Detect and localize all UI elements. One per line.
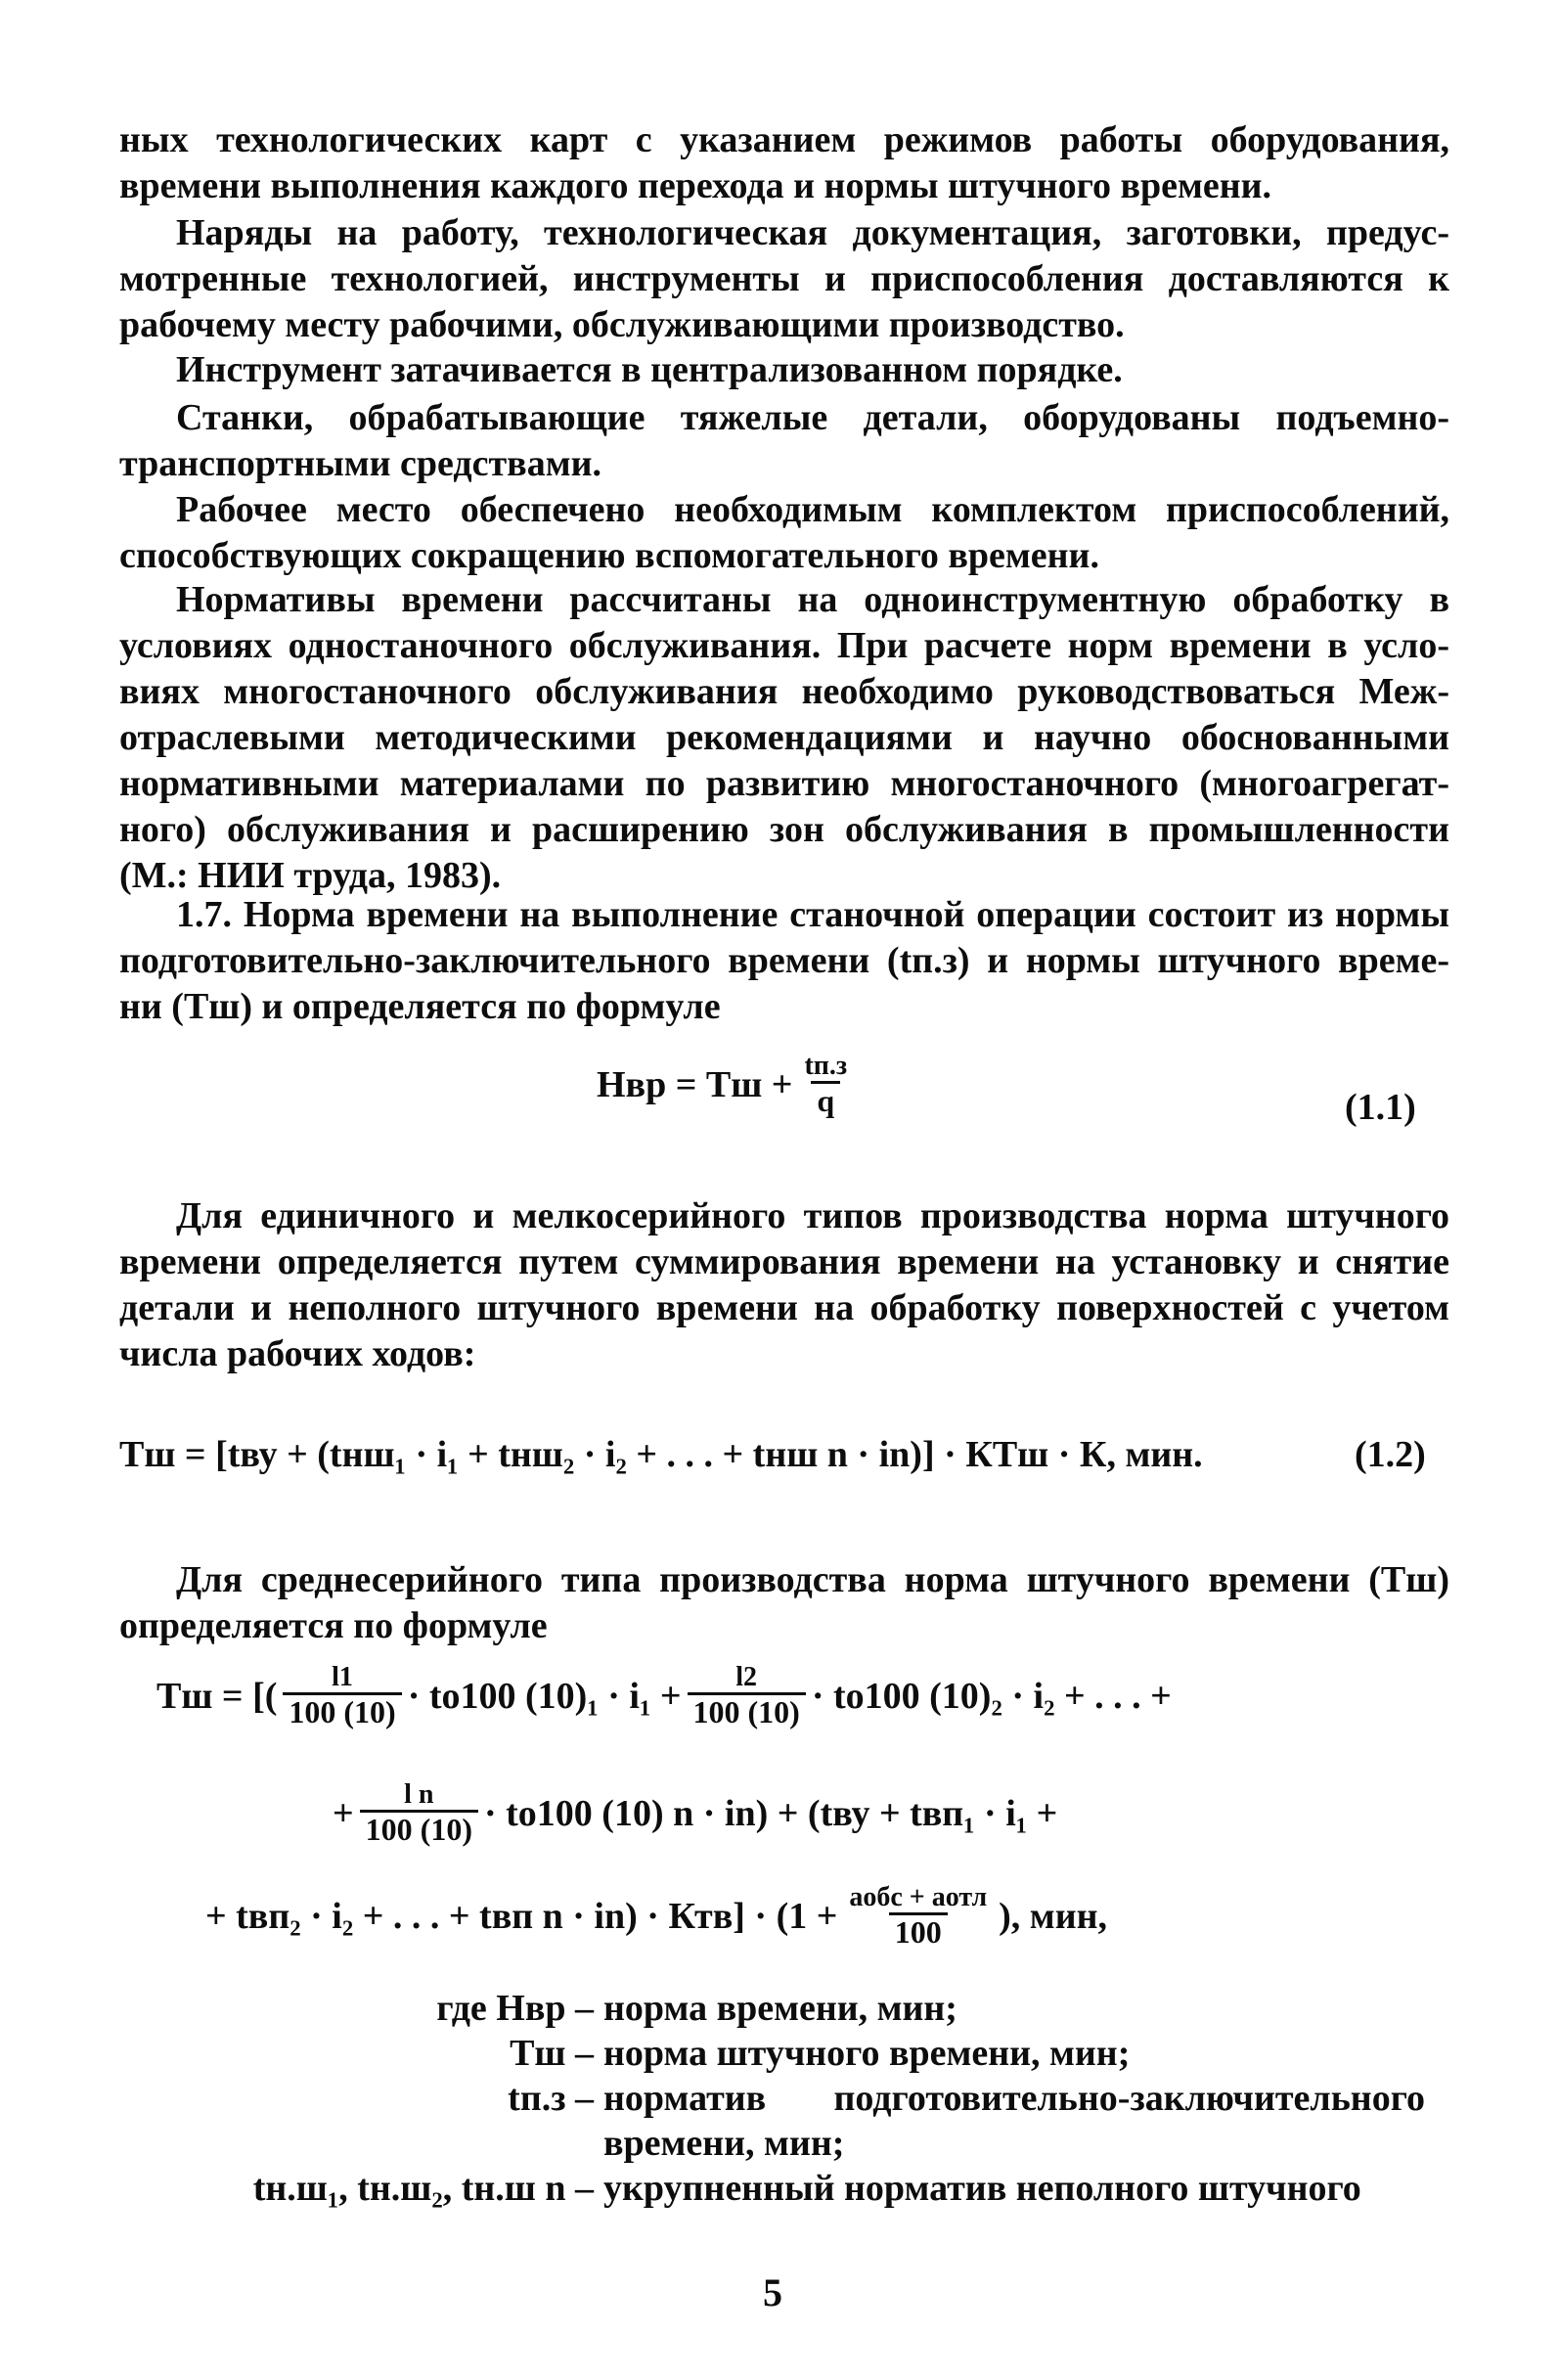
fraction-numerator: l2 — [735, 1662, 758, 1692]
fraction-denominator: 100 (10) — [283, 1692, 401, 1729]
formula-part: · tо100 (10) n · in) + (tву + tвп₁ · i₁ + — [483, 1792, 1058, 1834]
paragraph-1 — [119, 117, 1449, 209]
fraction-denominator: 100 — [889, 1912, 948, 1949]
text-line: Рабочее место обеспечено необходимым комплектом приспособлений, — [176, 489, 1449, 530]
fraction — [688, 1663, 806, 1729]
formula-part: Тш = [( — [156, 1675, 278, 1717]
text-line: Станки, обрабатывающие тяжелые детали, оборудованы подъемно- — [176, 397, 1449, 438]
paragraph-6 — [119, 577, 1449, 899]
fraction — [843, 1883, 993, 1949]
text-line: подготовительно-заключительного времени (tп.з) и нормы штучного време- — [119, 940, 1449, 981]
fraction-numerator: aобс + aотл — [849, 1882, 988, 1912]
fraction — [360, 1780, 478, 1846]
text-line: Инструмент затачивается в централизованном порядке. — [176, 349, 1123, 390]
paragraph-4 — [119, 395, 1449, 487]
definition-row — [119, 2031, 1449, 2076]
text-line: способствующих сокращению вспомогательного времени. — [119, 535, 1099, 576]
text-line: транспортными средствами. — [119, 443, 601, 484]
paragraph-8 — [119, 1193, 1449, 1377]
equation-number: (1.2) — [1355, 1434, 1426, 1475]
formula-part: ), мин, — [999, 1895, 1107, 1937]
formula-part: + tвп₂ · i₂ + . . . + tвп n · in) · Ктв] · (1 + — [205, 1895, 838, 1937]
fraction-denominator: q — [811, 1081, 840, 1117]
text-line: времени выполнения каждого перехода и нормы штучного времени. — [119, 165, 1271, 206]
text-line: условиях одностаночного обслуживания. При расчете норм времени в усло- — [119, 625, 1449, 666]
fraction — [283, 1663, 401, 1729]
text-line: Наряды на работу, технологическая документация, заготовки, предус- — [176, 212, 1449, 253]
definition-description: норма штучного времени, мин; — [603, 2033, 1131, 2074]
paragraph-2 — [119, 210, 1449, 348]
formula-part: · tо100 (10)₂ · i₂ + . . . + — [811, 1675, 1172, 1717]
text-line: ных технологических карт с указанием режимов работы оборудования, — [119, 119, 1449, 160]
formula-3-line-2 — [333, 1780, 1057, 1846]
text-line: времени определяется путем суммирования времени на установку и снятие — [119, 1241, 1449, 1282]
page-number: 5 — [763, 2270, 782, 2314]
text-line: ни (Тш) и определяется по формуле — [119, 986, 721, 1027]
paragraph-3 — [119, 347, 1449, 393]
definition-term: где Нвр – — [436, 1988, 594, 2029]
formula-1-2 — [119, 1433, 1203, 1476]
text-line: 1.7. Норма времени на выполнение станочной операции состоит из нормы — [176, 894, 1449, 935]
fraction-numerator: tп.з — [804, 1051, 848, 1081]
paragraph-7 — [119, 892, 1449, 1030]
definition-term: Тш – — [510, 2033, 594, 2074]
text-line: отраслевыми методическими рекомендациями и научно обоснованными — [119, 717, 1449, 758]
text-line: детали и неполного штучного времени на обработку поверхностей с учетом — [119, 1287, 1449, 1328]
definition-row — [119, 1986, 1449, 2031]
definition-description: норма времени, мин; — [603, 1988, 957, 2029]
definition-description: норматив подготовительно-заключительного времени, мин; — [603, 2078, 1425, 2164]
definition-description: укрупненный норматив неполного штучного — [603, 2168, 1361, 2209]
text-line: (М.: НИИ труда, 1983). — [119, 855, 502, 896]
text-line: Для единичного и мелкосерийного типов производства норма штучного — [176, 1195, 1449, 1236]
formula-3-line-1 — [156, 1663, 1172, 1729]
definition-term: tн.ш₁, tн.ш₂, tн.ш n – — [252, 2168, 594, 2209]
text-line: Нормативы времени рассчитаны на одноинструментную обработку в — [176, 579, 1449, 620]
text-line: нормативными материалами по развитию многостаночного (многоагрегат- — [119, 763, 1449, 804]
formula-part: · tо100 (10)₁ · i₁ + — [407, 1675, 682, 1717]
text-line: рабочему месту рабочими, обслуживающими производство. — [119, 304, 1125, 345]
formula-text: Тш = [tву + (tнш₁ · i₁ + tнш₂ · i₂ + . . . + tнш n · in)] · КТш · К, мин. — [119, 1434, 1203, 1475]
text-line: мотренные технологией, инструменты и приспособления доставляются к — [119, 258, 1449, 299]
fraction-denominator: 100 (10) — [360, 1810, 478, 1846]
definition-term: tп.з – — [508, 2078, 594, 2119]
fraction-numerator: l1 — [332, 1662, 353, 1692]
formula-3-line-3 — [205, 1883, 1107, 1949]
fraction — [798, 1052, 853, 1117]
formula-1-1 — [597, 1052, 859, 1117]
paragraph-5 — [119, 487, 1449, 579]
fraction-denominator: 100 (10) — [688, 1692, 806, 1729]
definition-row — [119, 2076, 1449, 2166]
text-line: Для среднесерийного типа производства норма штучного времени (Тш) — [176, 1559, 1449, 1600]
paragraph-9 — [119, 1557, 1449, 1649]
text-line: определяется по формуле — [119, 1605, 548, 1646]
definitions-list — [119, 1986, 1449, 2211]
text-line: виях многостаночного обслуживания необходимо руководствоваться Меж- — [119, 671, 1449, 712]
text-line: числа рабочих ходов: — [119, 1333, 476, 1374]
definition-row — [119, 2166, 1449, 2211]
formula-part: + — [333, 1792, 354, 1834]
text-line: ного) обслуживания и расширению зон обслуживания в промышленности — [119, 809, 1449, 850]
fraction-numerator: l n — [404, 1779, 434, 1810]
equation-number: (1.1) — [1345, 1087, 1416, 1128]
formula-lhs: Нвр = Тш + — [597, 1063, 793, 1105]
